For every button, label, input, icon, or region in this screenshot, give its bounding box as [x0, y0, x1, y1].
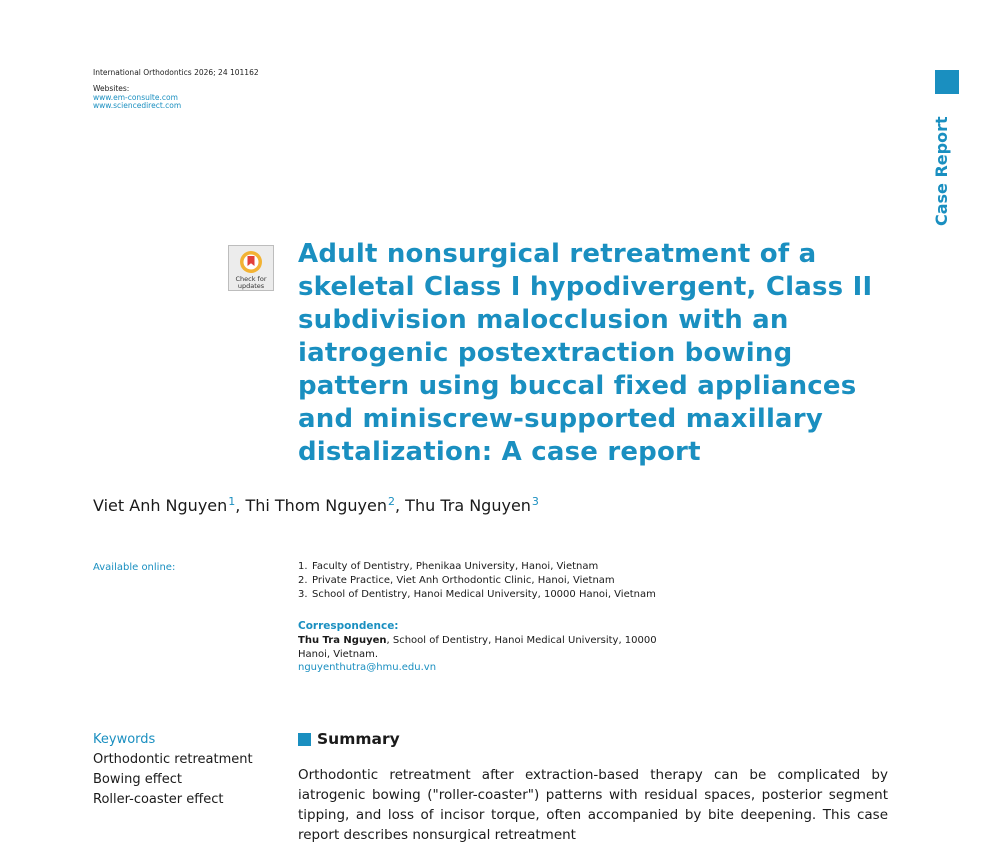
summary-heading: Summary: [317, 730, 400, 748]
correspondence-details: [298, 634, 678, 662]
affiliation-text: Faculty of Dentistry, Phenikaa University, Hanoi, Vietnam: [312, 561, 599, 572]
correspondence-email-link[interactable]: nguyenthutra@hmu.edu.vn: [298, 662, 437, 673]
affiliation-text: School of Dentistry, Hanoi Medical University, 10000 Hanoi, Vietnam: [312, 589, 656, 600]
available-online-label: Available online:: [93, 562, 176, 573]
author-affiliation-ref[interactable]: 3: [531, 495, 539, 508]
check-for-updates-label: Check for updates: [235, 275, 267, 290]
correspondence-name: Thu Tra Nguyen: [298, 635, 387, 646]
check-for-updates-button[interactable]: [228, 245, 274, 291]
journal-citation: International Orthodontics 2026; 24 101162: [93, 68, 259, 77]
keywords-label: Keywords: [93, 732, 156, 747]
summary-header: [298, 730, 400, 748]
section-marker-icon: [298, 733, 311, 746]
author-affiliation-ref[interactable]: 1: [228, 495, 236, 508]
website-link-sciencedirect[interactable]: www.sciencedirect.com: [93, 101, 182, 110]
author-affiliation-ref[interactable]: 2: [388, 495, 395, 508]
crossmark-icon: [238, 249, 264, 275]
affiliation-number: 2.: [298, 575, 308, 586]
affiliation-number: 1.: [298, 561, 308, 572]
author-name: Viet Anh Nguyen: [93, 496, 228, 515]
affiliation-item: [298, 588, 656, 602]
affiliation-item: [298, 560, 656, 574]
author-name: Thu Tra Nguyen: [405, 496, 531, 515]
article-title: Adult nonsurgical retreatment of a skeletal Class I hypodivergent, Class II subdivision malocclusion with an iatrogenic postextraction bowing pattern using buccal fixed appliances and miniscrew-supported maxillary distalization: A case report: [298, 239, 873, 467]
affiliation-item: [298, 574, 656, 588]
website-link-em-consulte[interactable]: www.em-consulte.com: [93, 93, 178, 102]
author-list: Viet Anh Nguyen$^1$, Thi Thom Nguyen$^2$, Thu Tra Nguyen$^3$: [93, 495, 539, 515]
article-type-label: Case Report: [932, 116, 951, 226]
websites-label: Websites:: [93, 84, 130, 93]
correspondence-address: , School of Dentistry, Hanoi Medical University, 10000 Hanoi, Vietnam.: [298, 635, 657, 660]
keyword-item: Roller-coaster effect: [93, 792, 224, 807]
affiliation-number: 3.: [298, 589, 308, 600]
side-tab-marker: [935, 70, 959, 94]
author-name: Thi Thom Nguyen: [245, 496, 387, 515]
correspondence-label: Correspondence:: [298, 620, 399, 632]
keyword-item: Orthodontic retreatment: [93, 752, 253, 767]
summary-text: Orthodontic retreatment after extraction-based therapy can be complicated by iatrogenic bowing ("roller-coaster") patterns with residual spaces, posterior segment tipping, and loss of incisor torque, often accompanied by bite deepening. This case report describes nonsurgical retreatment: [298, 767, 888, 843]
affiliation-list: [298, 560, 656, 602]
keyword-item: Bowing effect: [93, 772, 182, 787]
keyword-list: [93, 750, 253, 810]
affiliation-text: Private Practice, Viet Anh Orthodontic Clinic, Hanoi, Vietnam: [312, 575, 615, 586]
